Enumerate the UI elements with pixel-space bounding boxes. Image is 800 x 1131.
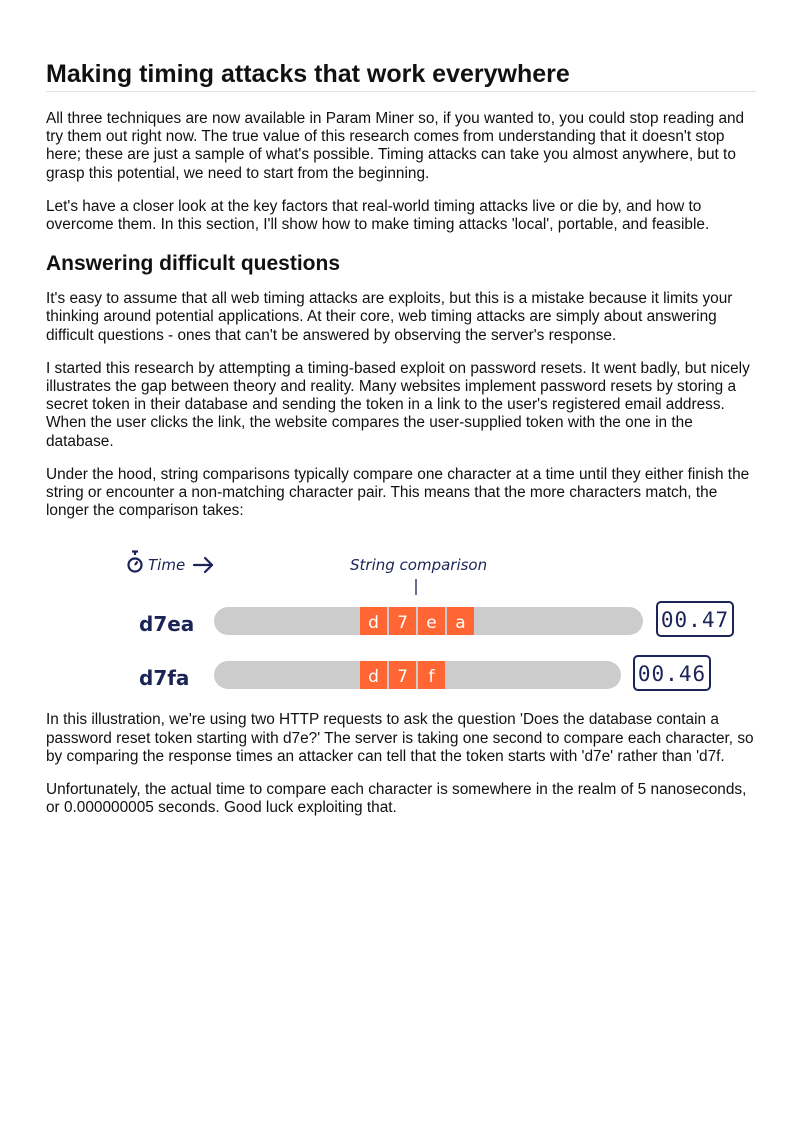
char-label: 7 xyxy=(397,613,408,634)
article xyxy=(46,58,756,832)
char-label: f xyxy=(428,667,435,688)
char-label: e xyxy=(426,613,437,634)
comparison-chars-row-2 xyxy=(360,661,445,689)
intro-paragraph: All three techniques are now available in Param Miner so, if you wanted to, you could stop reading and try them out right now. The true value of this research comes from understanding that it doesn't stop here; these are just a sample of what's possible. Timing attacks can take you almost anywhere, but to grasp this potential, we need to start from the beginning. xyxy=(46,110,745,182)
stopwatch-icon xyxy=(129,552,142,572)
time-display-value: 00.47 xyxy=(660,608,730,633)
time-label: Time xyxy=(148,556,186,575)
char-label: a xyxy=(455,613,466,634)
char-label: d xyxy=(368,667,379,688)
row-label-d7ea: d7ea xyxy=(139,612,195,637)
timeline-bar xyxy=(214,661,621,689)
arrow-right-icon xyxy=(194,558,212,572)
time-display-value: 00.46 xyxy=(637,662,707,687)
body-paragraph: It's easy to assume that all web timing attacks are exploits, but this is a mistake because it limits your thinking around potential applications. At their core, web timing attacks are simply about answering difficult questions - ones that can't be answered by observing the server's response. xyxy=(46,290,733,344)
body-paragraph: In this illustration, we're using two HTTP requests to ask the question 'Does the database contain a password reset token starting with d7e?' The server is taking one second to compare each character, so by comparing the response times an attacker can tell that the token starts with 'd7e' rather than 'd7f. xyxy=(46,711,754,765)
section-heading: Answering difficult questions xyxy=(46,252,341,276)
string-comparison-label: String comparison xyxy=(350,556,488,575)
body-paragraph: Under the hood, string comparisons typically compare one character at a time until they either finish the string or encounter a non-matching character pair. This means that the more characters match, the longer the comparison takes: xyxy=(46,465,750,520)
char-label: 7 xyxy=(397,667,408,688)
body-paragraph: I started this research by attempting a timing-based exploit on password resets. It went badly, but nicely illustrates the gap between theory and reality. Many websites implement password resets by storing a secret token in their database and sending the token in a link to the user's registered email address. When the user clicks the link, the website compares the user-supplied token with the one in the database. xyxy=(46,359,750,450)
page-title: Making timing attacks that work everywhere xyxy=(46,58,756,92)
body-paragraph: Unfortunately, the actual time to compare each character is somewhere in the realm of 5 nanoseconds, or 0.000000005 seconds. Good luck exploiting that. xyxy=(46,781,747,817)
row-label-d7fa: d7fa xyxy=(139,666,190,691)
timing-diagram-svg xyxy=(46,535,756,695)
intro-paragraph: Let's have a closer look at the key factors that real-world timing attacks live or die by, and how to overcome them. In this section, I'll show how to make timing attacks 'local', portable, and feasible. xyxy=(46,197,710,234)
char-label: d xyxy=(368,613,379,634)
timing-diagram xyxy=(46,535,756,695)
